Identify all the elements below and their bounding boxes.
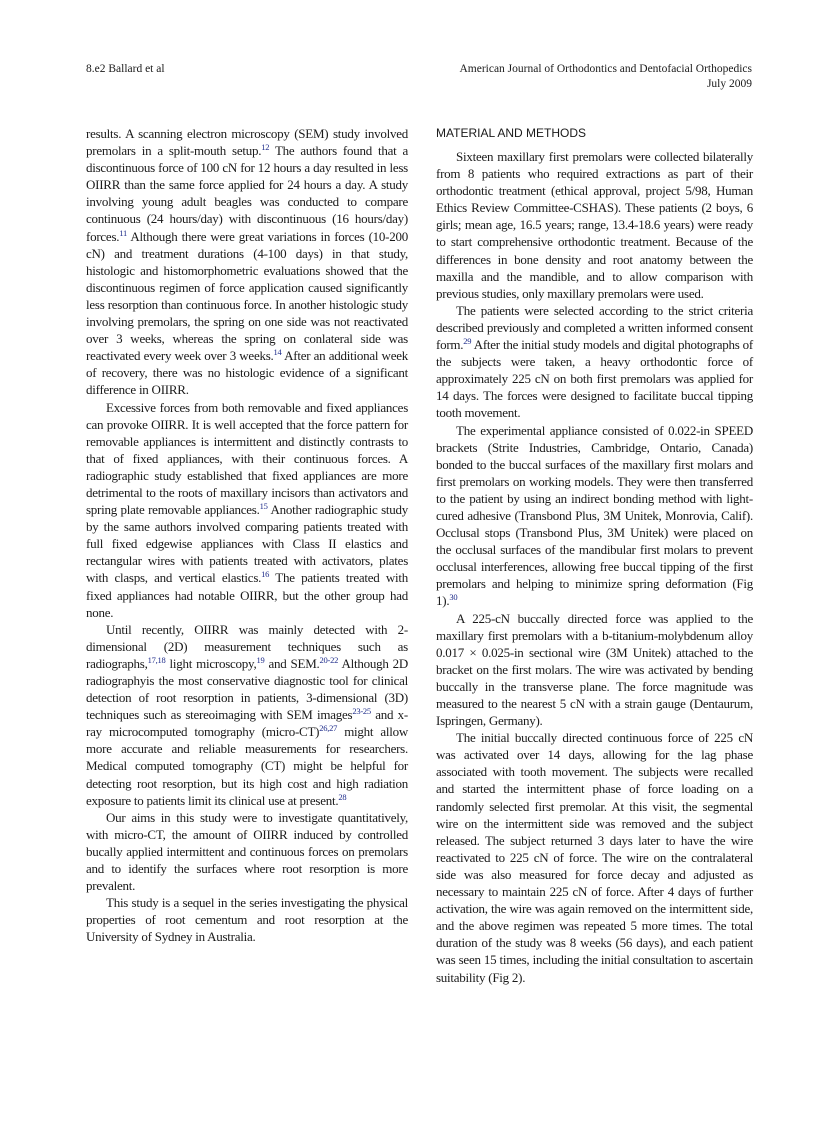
paragraph xyxy=(86,399,408,621)
citation-reference[interactable]: 16 xyxy=(261,569,270,580)
text-run: results. A scanning electron microscopy (SEM) study involved premolars in a split-mouth setup. xyxy=(86,126,408,159)
citation-reference[interactable]: 19 xyxy=(256,654,265,665)
running-header-journal xyxy=(459,62,752,92)
paragraph xyxy=(436,422,753,610)
text-run: After the initial study models and digital photographs of the subjects were taken, a heavy orthodontic force of approximately 225 cN on both first premolars was applied for 14 days. The forces were designed to facilitate buccal tipping tooth movement. xyxy=(436,337,753,421)
citation-reference[interactable]: 20-22 xyxy=(319,654,339,665)
text-run: The patients were selected according to the strict criteria described previously and completed a written informed consent form. xyxy=(436,302,753,353)
paragraph xyxy=(436,148,753,302)
paragraph xyxy=(86,894,408,945)
paragraph xyxy=(86,125,408,399)
text-run: might allow more accurate and reliable measurements for researchers. Medical computed tomography (CT) might be helpful for detecting root resorption, but its high cost and high radiation exposure to patients limit its clinical use at present. xyxy=(86,724,408,808)
paragraph xyxy=(436,610,753,730)
text-run: The patients treated with fixed appliances had notable OIIRR, but the other group had none. xyxy=(86,570,408,620)
right-column-body xyxy=(436,148,753,986)
text-run: Until recently, OIIRR was mainly detected with 2-dimensional (2D) measurement techniques such as radiographs, xyxy=(86,621,408,671)
running-header-author: 8.e2 Ballard et al xyxy=(86,63,165,75)
citation-reference[interactable]: 17,18 xyxy=(147,654,166,665)
citation-reference[interactable]: 26,27 xyxy=(319,723,338,734)
paragraph xyxy=(86,809,408,894)
paragraph xyxy=(86,621,408,809)
text-run: Although there were great variations in forces (10-200 cN) and treatment durations (4-100 days) in that study, histologic and histomorphometric evaluations showed that the discontinuous regimen of force application caused significantly less resorption than continuous force. In another histologic study involving premolars, the spring on one side was not reactivated over 3 weeks, whereas the spring on conlateral side was reactivated every week over 3 weeks. xyxy=(86,228,408,364)
text-run: This study is a sequel in the series investigating the physical properties of root cementum and root resorption at the University of Sydney in Australia. xyxy=(86,895,408,945)
citation-reference[interactable]: 29 xyxy=(463,336,472,347)
text-run: After an additional week of recovery, there was no histologic evidence of a significant difference in OIIRR. xyxy=(86,348,408,398)
text-run: Sixteen maxillary first premolars were collected bilaterally from 8 patients who required extractions as part of their orthodontic treatment (ethical approval, project 5/98, Human Ethics Review Committee-CSHAS). These patients (2 boys, 6 girls; mean age, 16.5 years; range, 13.4-18.6 years) were ready to start comprehensive orthodontic treatment. Because of the differences in bone density and root anatomy between the maxilla and the mandible, and to allow comparison with previous studies, only maxillary premolars were used. xyxy=(436,149,753,301)
text-run: and SEM. xyxy=(264,655,320,671)
citation-reference[interactable]: 14 xyxy=(273,347,282,358)
journal-title: American Journal of Orthodontics and Dentofacial Orthopedics xyxy=(459,63,752,75)
text-run: The experimental appliance consisted of 0.022-in SPEED brackets (Strite Industries, Cambridge, Ontario, Canada) bonded to the buccal surfaces of the maxillary first molars and first premolars on working models. They were then transferred to the patient by using an indirect bonding method with light-cured adhesive (Transbond Plus, 3M Unitek, Monrovia, Calif). Occlusal stops (Transbond Plus, 3M Unitek) were placed on the occlusal surfaces of the mandibular first molars to prevent occlusal interferences, allowing free buccal tipping of the first premolars and helping to minimize spring deformation (Fig 1). xyxy=(436,422,753,609)
text-run: The initial buccally directed continuous force of 225 cN was activated over 14 days, allowing for the lag phase associated with tooth movement. The subjects were recalled and started the intermittent phase of force loading on a randomly selected first premolar. At this visit, the segmental wire on the intermittent side was removed and the subject released. The subject returned 3 days later to have the wire reactivated to 225 cN of force. The wire on the contralateral side was also measured for force decay and adjusted as necessary to maintain 225 cN of force. After 4 days of further activation, the wire was again removed on the intermittent side, and the above regimen was repeated 5 more times. The total duration of the study was 8 weeks (56 days), and each patient was seen 15 times, including the initial consultation to ascertain suitability (Fig 2). xyxy=(436,730,753,985)
citation-reference[interactable]: 28 xyxy=(338,791,347,802)
text-run: Excessive forces from both removable and fixed appliances can provoke OIIRR. It is well accepted that the force pattern for removable appliances is intermittent and distinctly contrasts to that of fixed appliances, with their continuous forces. A radiographic study established that fixed appliances are more detrimental to the roots of maxillary incisors than activators and spring plate removable appliances. xyxy=(86,399,408,518)
text-run: A 225-cN buccally directed force was applied to the maxillary first premolars with a b-titanium-molybdenum alloy 0.017 × 0.025-in sectional wire (3M Unitek) attached to the bracket on the first molars. The wire was activated by bending buccally in the transverse plane. The force magnitude was measured to the nearest 5 cN with a strain gauge (Dentaurum, Ispringen, Germany). xyxy=(436,610,753,729)
citation-reference[interactable]: 11 xyxy=(119,227,127,238)
text-run: The authors found that a discontinuous force of 100 cN for 12 hours a day resulted in less OIIRR than the same force applied for 24 hours a day. A study involving young adult beagles was conducted to compare continuous (24 hours/day) with discontinuous (16 hours/day) forces. xyxy=(86,143,408,244)
text-run: Our aims in this study were to investigate quantitatively, with micro-CT, the amount of OIIRR induced by controlled bucally applied intermittent and continuous forces on premolars and to identify the surfaces where root resorption is more prevalent. xyxy=(86,809,408,894)
paragraph xyxy=(436,302,753,422)
citation-reference[interactable]: 30 xyxy=(449,592,458,603)
citation-reference[interactable]: 12 xyxy=(261,142,270,153)
citation-reference[interactable]: 15 xyxy=(259,501,268,512)
text-run: Although 2D radiographyis the most conservative diagnostic tool for clinical detection of root resorption in patients, 3-dimensional (3D) techniques such as stereoimaging with SEM images xyxy=(86,655,408,723)
text-run: and x-ray microcomputed tomography (micro-CT) xyxy=(86,707,409,740)
paragraph xyxy=(436,729,753,985)
text-run: light microscopy, xyxy=(165,655,257,671)
left-column xyxy=(86,125,408,946)
text-run: Another radiographic study by the same authors involved comparing patients treated with full fixed edgewise appliances with Class II elastics and rectangular wires with patients treated with activators, plates with clasps, and vertical elastics. xyxy=(86,502,408,586)
issue-date: July 2009 xyxy=(706,78,752,90)
section-heading: MATERIAL AND METHODS xyxy=(436,126,587,140)
citation-reference[interactable]: 23-25 xyxy=(352,706,371,717)
right-column xyxy=(436,125,753,986)
